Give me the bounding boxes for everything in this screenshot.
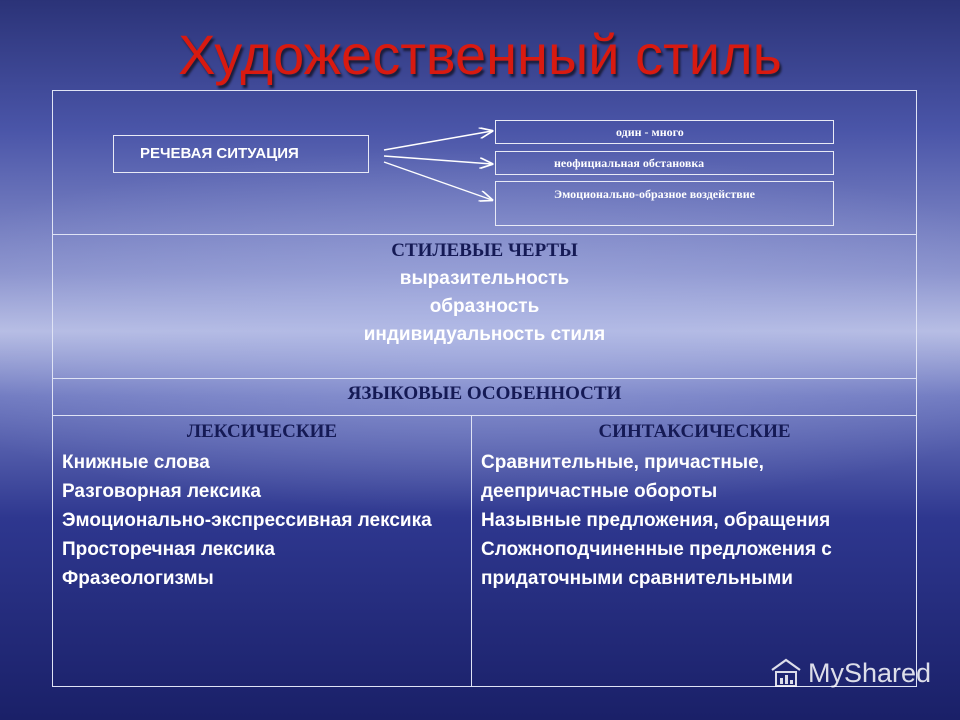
list-item: Сравнительные, причастные, деепричастные обороты [481,452,764,502]
style-feature-item: выразительность [399,268,570,289]
list-item: Эмоционально-экспрессивная лексика [62,510,432,531]
arrow-3 [384,162,492,200]
list-item: Назывные предложения, обращения [481,510,831,531]
language-features-heading: ЯЗЫКОВЫЕ ОСОБЕННОСТИ [347,383,622,404]
list-item: Книжные слова [62,452,210,473]
list-item: Фразеологизмы [62,568,214,589]
watermark [768,656,931,690]
style-feature-item: образность [429,296,540,317]
situation-item-one-many: один - много [495,120,834,144]
syntactic-list [481,448,911,593]
list-item: Сложноподчиненные предложения с придаточными сравнительными [481,539,832,589]
arrow-2 [384,156,492,164]
style-features-heading: СТИЛЕВЫЕ ЧЕРТЫ [391,240,578,261]
slide-title: Художественный стиль [178,23,782,86]
myshared-logo-icon [768,656,804,690]
lexical-heading: ЛЕКСИЧЕСКИЕ [186,421,338,442]
watermark-text: MyShared [808,657,932,688]
situation-item-emotional-impact: Эмоционально-образное воздействие [495,181,834,226]
list-item: Разговорная лексика [62,481,261,502]
list-item: Просторечная лексика [62,539,275,560]
syntactic-heading: СИНТАКСИЧЕСКИЕ [598,421,791,442]
speech-situation-box: РЕЧЕВАЯ СИТУАЦИЯ [113,135,369,173]
arrow-1 [384,131,492,150]
lexical-list [62,448,467,593]
situation-item-informal-setting: неофициальная обстановка [495,151,834,175]
style-feature-item: индивидуальность стиля [363,324,606,345]
